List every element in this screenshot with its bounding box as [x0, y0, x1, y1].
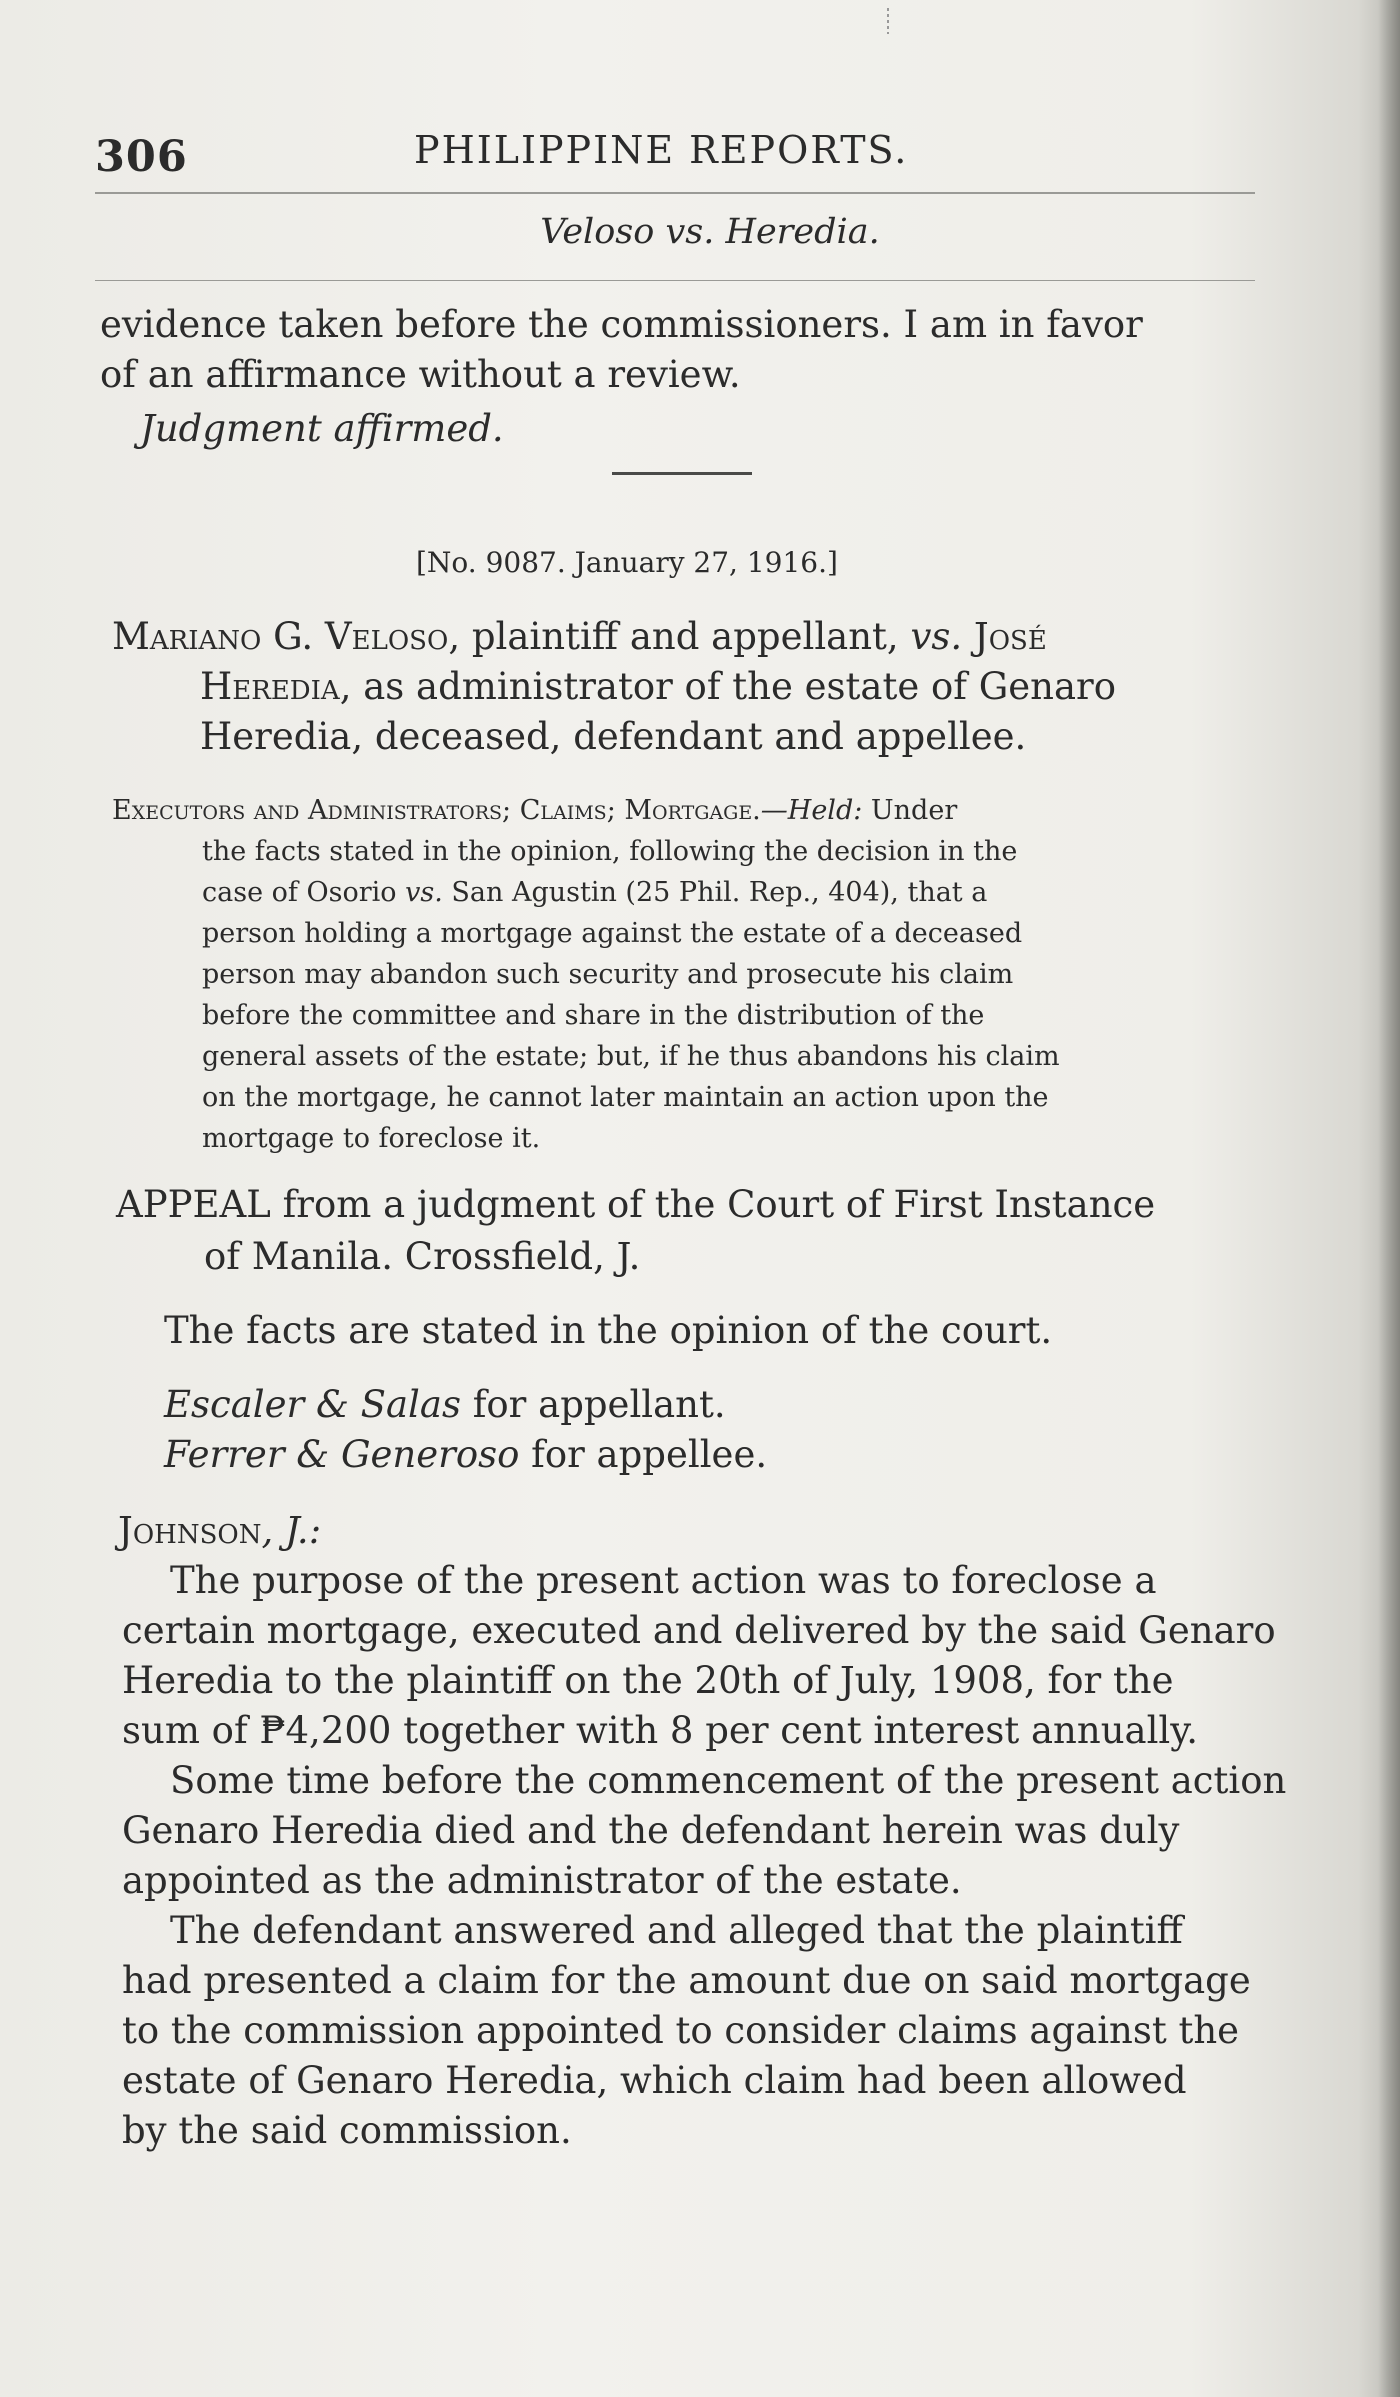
plaintiff-middle: G. [261, 615, 325, 658]
opinion-author [118, 1506, 321, 1556]
header-rule-lower [95, 280, 1255, 281]
parties-line-3: Heredia, deceased, defendant and appellee. [200, 715, 1027, 758]
opinion-line-10: to the commission appointed to consider claims against the [122, 2009, 1240, 2052]
opinion-line-7: appointed as the administrator of the estate. [122, 1859, 962, 1902]
syllabus-line-6: before the committee and share in the distribution of the [202, 1000, 985, 1031]
counsel-appellee [164, 1430, 767, 1480]
defendant-last-name: Heredia [200, 665, 340, 708]
syllabus-line-2: the facts stated in the opinion, following the decision in the [202, 836, 1018, 867]
case-title-header: Veloso vs. Heredia. [540, 212, 880, 252]
opinion-line-11: estate of Genaro Heredia, which claim had been allowed [122, 2059, 1187, 2102]
scan-mark [887, 8, 889, 34]
counsel-appellant-name: Escaler & Salas [164, 1383, 461, 1426]
facts-statement: The facts are stated in the opinion of the court. [164, 1309, 1053, 1352]
syllabus-citation: San Agustin (25 Phil. Rep., 404), that a [442, 877, 988, 908]
author-name: Johnson [118, 1509, 262, 1552]
defendant-first-name: José [962, 615, 1047, 658]
opinion-line-1: The purpose of the present action was to foreclose a [170, 1559, 1157, 1602]
opinion-line-9: had presented a claim for the amount due on said mortgage [122, 1959, 1251, 2002]
plaintiff-last-name: Veloso [324, 615, 449, 658]
opinion-line-5: Some time before the commencement of the present action [170, 1759, 1287, 1802]
defendant-role: , as administrator of the estate of Genaro [339, 665, 1117, 708]
header-rule [95, 192, 1255, 194]
opinion-line-4: sum of ₱4,200 together with 8 per cent interest annually. [122, 1709, 1198, 1752]
syllabus-osorio: case of Osorio [202, 877, 406, 908]
prev-case-line-1: evidence taken before the commissioners. I am in favor [100, 303, 1143, 346]
opinion-line-8: The defendant answered and alleged that the plaintiff [170, 1909, 1183, 1952]
syllabus-line-9: mortgage to foreclose it. [202, 1123, 541, 1154]
judgment-line: Judgment affirmed. [140, 407, 504, 450]
counsel-appellee-role: for appellee. [519, 1433, 768, 1476]
counsel-appellant-role: for appellant. [460, 1383, 726, 1426]
syllabus-line-3 [202, 872, 987, 913]
opinion-line-3: Heredia to the plaintiff on the 20th of July, 1908, for the [122, 1659, 1174, 1702]
opinion-line-12: by the said commission. [122, 2109, 572, 2152]
syllabus-line-1-tail: Under [862, 795, 958, 826]
parties-line-2 [200, 662, 1116, 712]
opinion-line-2: certain mortgage, executed and delivered by the said Genaro [122, 1609, 1276, 1652]
versus: vs. [910, 615, 963, 658]
section-divider [612, 472, 752, 475]
counsel-appellee-name: Ferrer & Generoso [164, 1433, 520, 1476]
author-suffix: , J.: [261, 1509, 322, 1552]
opinion-line-6: Genaro Heredia died and the defendant herein was duly [122, 1809, 1180, 1852]
syllabus-line-4: person holding a mortgage against the estate of a deceased [202, 918, 1023, 949]
syllabus-line-8: on the mortgage, he cannot later maintain an action upon the [202, 1082, 1049, 1113]
syllabus-line-1 [112, 790, 957, 831]
parties-line-1 [112, 612, 1047, 662]
page-number: 306 [95, 132, 188, 182]
plaintiff-first-name: Mariano [112, 615, 262, 658]
appeal-line-2: of Manila. Crossfield, J. [204, 1235, 641, 1278]
syllabus-held: —Held: [760, 795, 863, 826]
running-head: PHILIPPINE REPORTS. [414, 128, 909, 172]
syllabus-versus: vs. [405, 877, 443, 908]
syllabus-line-7: general assets of the estate; but, if he thus abandons his claim [202, 1041, 1060, 1072]
plaintiff-role: , plaintiff and appellant, [448, 615, 911, 658]
counsel-appellant [164, 1380, 726, 1430]
appeal-line-1: APPEAL from a judgment of the Court of First Instance [116, 1183, 1156, 1226]
syllabus-heading: Executors and Administrators; Claims; Mortgage. [112, 795, 761, 826]
syllabus-line-5: person may abandon such security and prosecute his claim [202, 959, 1014, 990]
prev-case-line-2: of an affirmance without a review. [100, 353, 741, 396]
spine-shadow [1378, 0, 1400, 2397]
docket-line: [No. 9087. January 27, 1916.] [416, 546, 838, 579]
